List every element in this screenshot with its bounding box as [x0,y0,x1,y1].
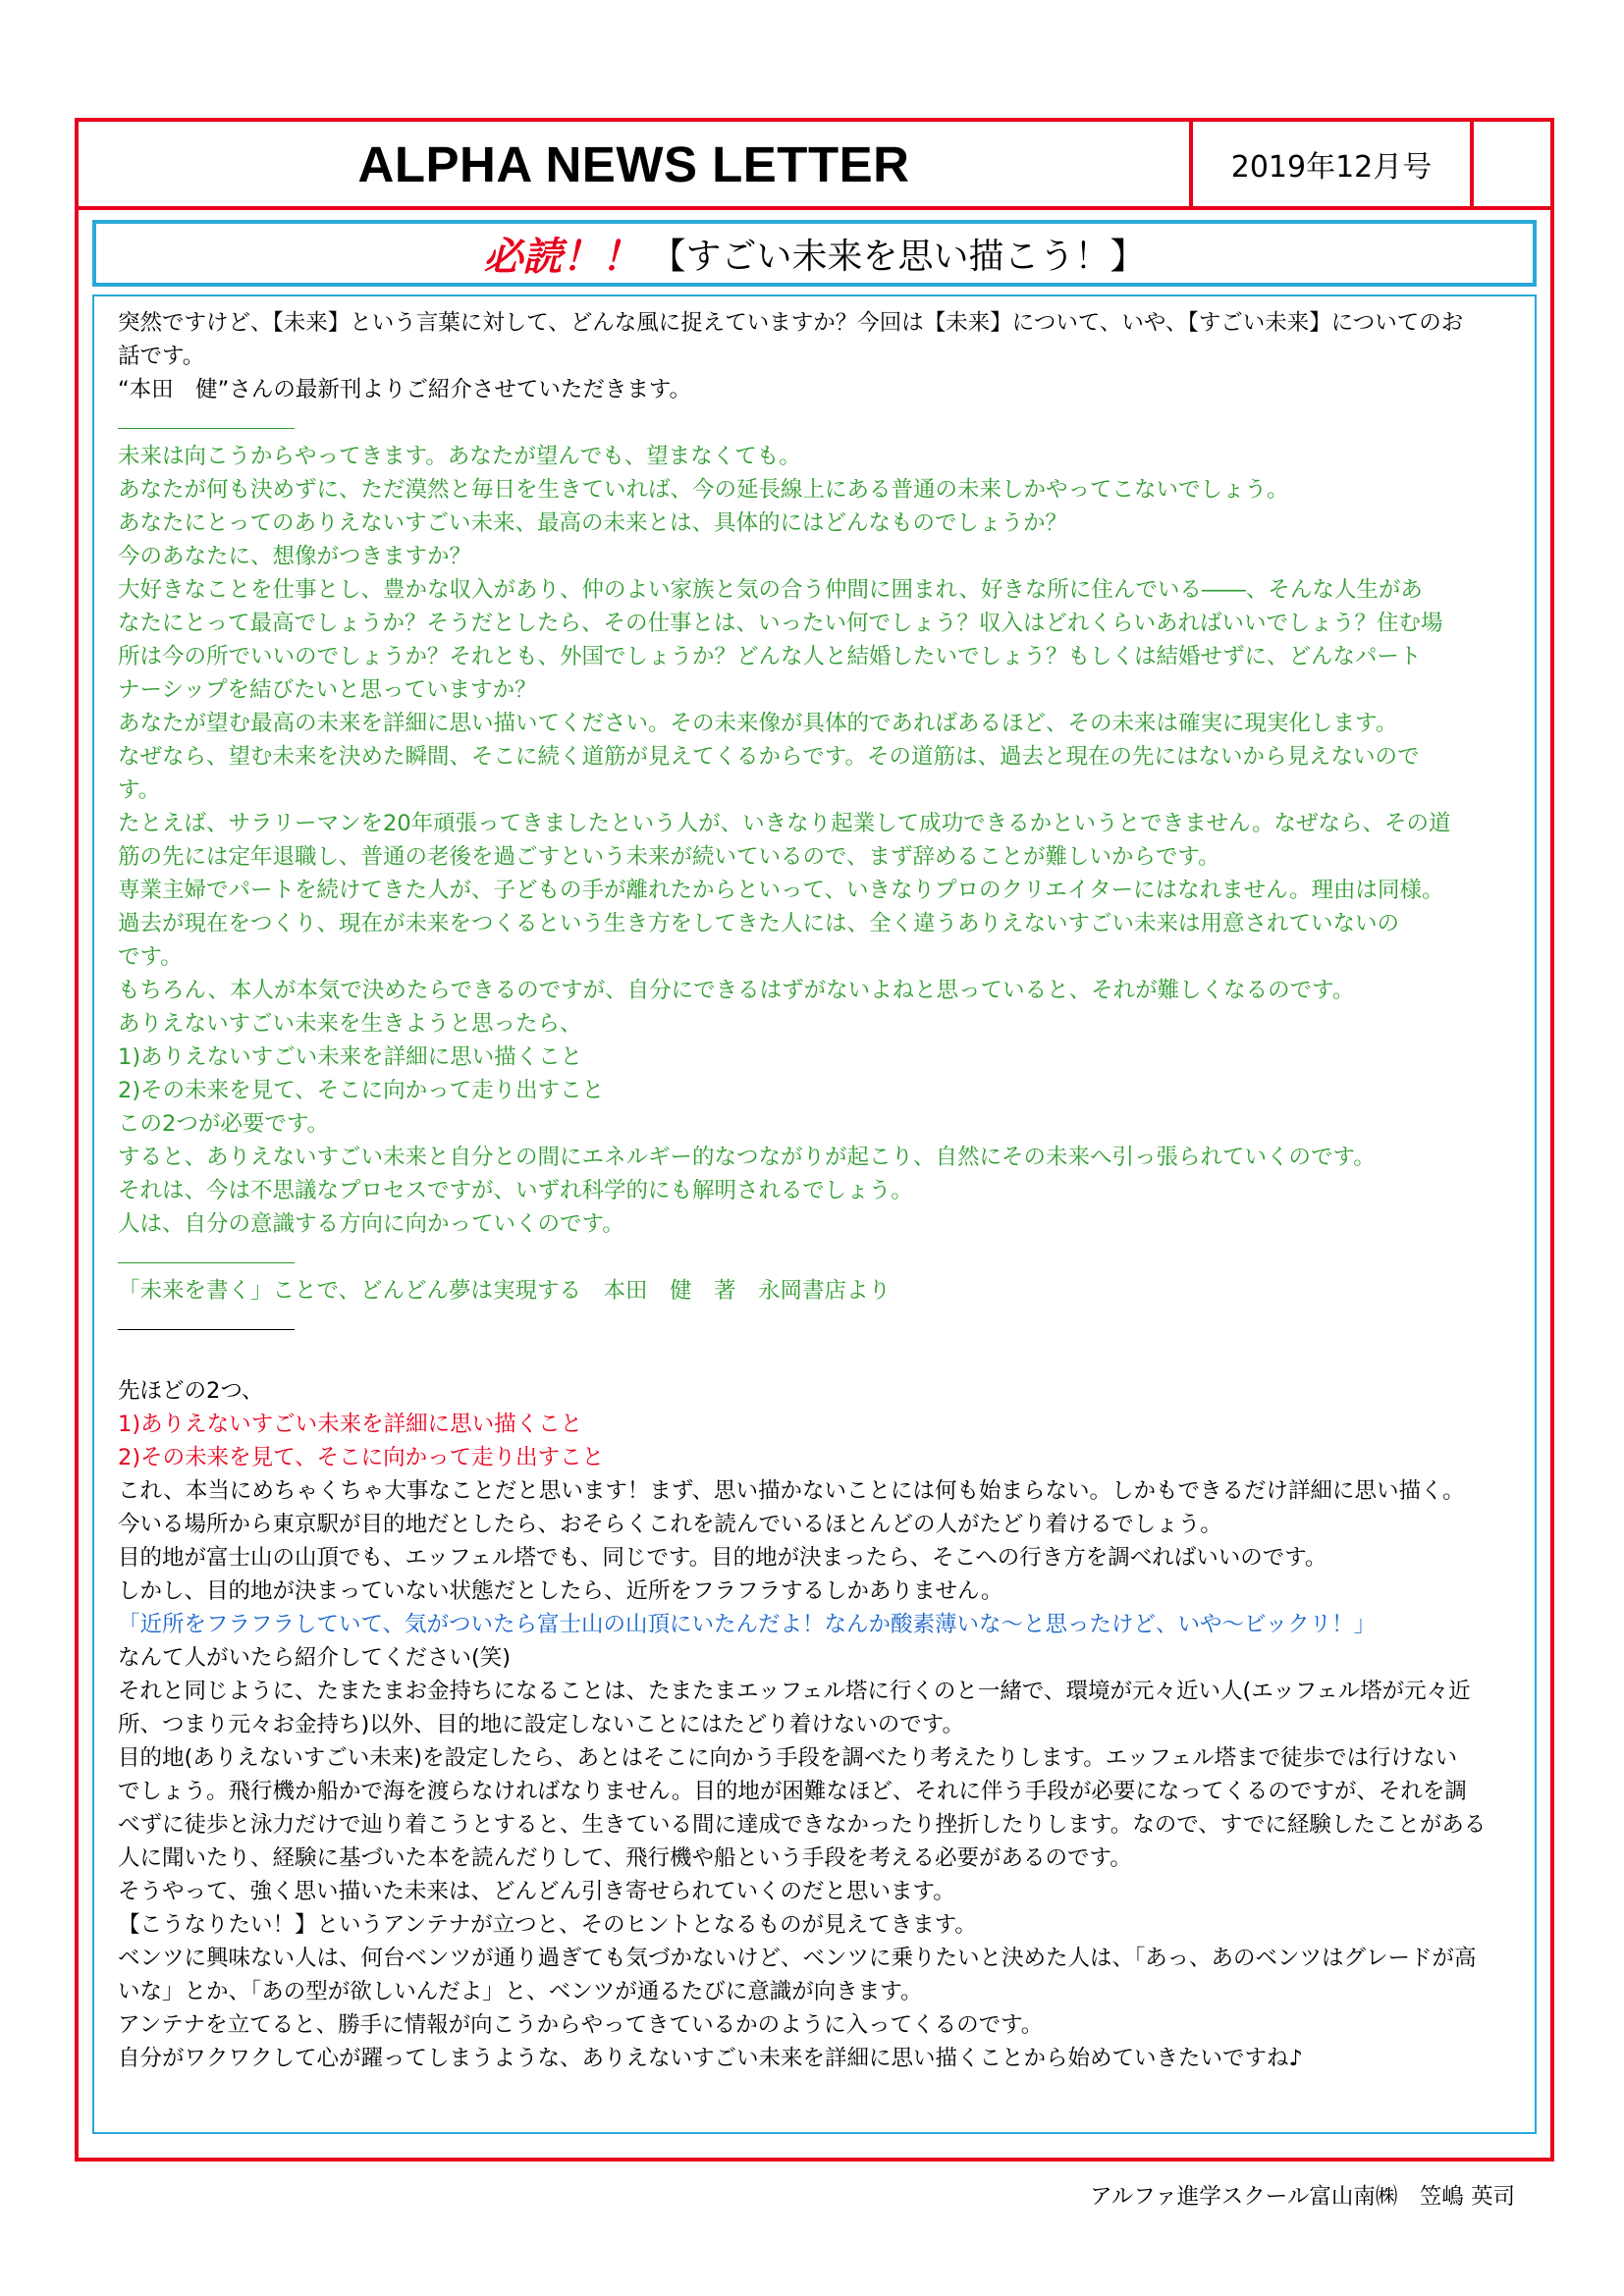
blue-quote: 「近所をフラフラしていて、気がついたら富士山の山頂にいたんだよ！なんか酸素薄いな～と思ったけど、いや～ビックリ！」 [118,1612,1377,1637]
comment-a-line: 今いる場所から東京駅が目的地だとしたら、おそらくこれを読んでいるほとんどの人がたどり着けるでしょう。 [118,1512,1222,1537]
comment-a-line: これ、本当にめちゃくちゃ大事なことだと思います！まず、思い描かないことには何も始まらない。しかもできるだけ詳細に思い描く。 [118,1478,1465,1504]
comment-a-line: 目的地が富士山の山頂でも、エッフェル塔でも、同じです。目的地が決まったら、そこへの行き方を調べればいいのです。 [118,1545,1327,1571]
comment-intro: 先ほどの2つ、 [118,1378,264,1404]
quote-line: すると、ありえないすごい未来と自分との間にエネルギー的なつながりが起こり、自然にその未来へ引っ張られていくのです。 [118,1145,1376,1170]
source-citation: 「未来を書く」ことで、どんどん夢は実現する 本田 健 著 永岡書店より [118,1278,892,1304]
comment-a-line: しかし、目的地が決まっていない状態だとしたら、近所をフラフラするしかありません。 [118,1578,1003,1604]
comment-b-line: 人に聞いたり、経験に基づいた本を読んだりして、飛行機や船という手段を考える必要があるのです。 [118,1845,1132,1871]
header-empty-cell [1474,122,1550,206]
quote-line: この2つが必要です。 [118,1111,330,1137]
comment-section-b [118,1641,1528,2075]
must-read-label: 必読！！ [483,234,641,280]
quote-line: ナーシップを結びたいと思っていますか？ [118,677,537,703]
quote-line: 過去が現在をつくり、現在が未来をつくるという生き方をしてきた人には、全く違うありえないすごい未来は用意されていないの [118,911,1400,936]
comment-b-line: べずに徒歩と泳力だけで辿り着こうとすると、生きている間に達成できなかったり挫折したりします。なので、すでに経験したことがある [118,1812,1487,1838]
comment-b-line: アンテナを立てると、勝手に情報が向こうからやってきているかのように入ってくるのです。 [118,2012,1044,2038]
article-body [118,306,1528,2075]
divider [118,1308,1528,1341]
book-quote-section [118,440,1528,1241]
points-line: 2)その未来を見て、そこに向かって走り出すこと [118,1445,605,1470]
quote-line: 人は、自分の意識する方向に向かっていくのです。 [118,1211,624,1237]
comment-b-line: そうやって、強く思い描いた未来は、どんどん引き寄せられていくのだと思います。 [118,1879,955,1904]
signature: アルファ進学スクール富山南㈱ 笠嶋 英司 [1090,2184,1515,2210]
divider [118,406,1528,440]
comment-section-a [118,1474,1528,1608]
quote-line: もちろん、本人が本気で決めたらできるのですが、自分にできるはずがないよねと思っていると、それが難しくなるのです。 [118,978,1355,1003]
comment-b-line: でしょう。飛行機か船かで海を渡らなければなりません。目的地が困難なほど、それに伴う手段が必要になってくるのですが、それを調 [118,1779,1467,1804]
comment-b-line: それと同じように、たまたまお金持ちになることは、たまたまエッフェル塔に行くのと一緒で、環境が元々近い人(エッフェル塔が元々近 [118,1679,1471,1704]
quote-line: あなたにとってのありえないすごい未来、最高の未来とは、具体的にはどんなものでしょうか？ [118,510,1068,536]
quote-line: 未来は向こうからやってきます。あなたが望んでも、望まなくても。 [118,444,801,469]
points-line: 1)ありえないすごい未来を詳細に思い描くこと [118,1412,583,1437]
quote-line: 今のあなたに、想像がつきますか？ [118,544,472,569]
intro-line: “本田 健”さんの最新刊よりご紹介させていただきます。 [118,377,692,402]
issue-date: 2019年12月号 [1193,122,1474,206]
quote-line: なぜなら、望む未来を決めた瞬間、そこに続く道筋が見えてくるからです。その道筋は、過去と現在の先にはないから見えないので [118,744,1420,770]
comment-b-line: なんて人がいたら紹介してください(笑) [118,1645,512,1671]
quote-line: 筋の先には定年退職し、普通の老後を過ごすという未来が続いているので、まず辞めることが難しいからです。 [118,844,1220,870]
quote-line: 大好きなことを仕事とし、豊かな収入があり、仲のよい家族と気の合う仲間に囲まれ、好きな所に住んでいる――、そんな人生があ [118,577,1423,603]
divider [118,1241,1528,1274]
quote-line: 2)その未来を見て、そこに向かって走り出すこと [118,1078,605,1103]
headline-box [92,220,1537,287]
quote-line: す。 [118,777,161,803]
quote-line: なたにとって最高でしょうか？そうだとしたら、その仕事とは、いったい何でしょう？収入はどれくらいあればいいでしょう？住む場 [118,611,1443,636]
quote-line: あなたが何も決めずに、ただ漠然と毎日を生きていれば、今の延長線上にある普通の未来しかやってこないでしょう。 [118,477,1289,503]
quote-line: それは、今は不思議なプロセスですが、いずれ科学的にも解明されるでしょう。 [118,1178,913,1203]
headline-title: 【すごい未来を思い描こう！】 [650,236,1146,277]
quote-line: 専業主婦でパートを続けてきた人が、子どもの手が離れたからといって、いきなりプロのクリエイターにはなれません。理由は同様。 [118,878,1444,903]
quote-line: ありえないすごい未来を生きようと思ったら、 [118,1011,582,1037]
comment-b-line: 自分がワクワクして心が躍ってしまうような、ありえないすごい未来を詳細に思い描くことから始めていきたいですね♪ [118,2046,1303,2071]
quote-line: 所は今の所でいいのでしょうか？それとも、外国でしょうか？どんな人と結婚したいでしょう？もしくは結婚せずに、どんなパート [118,644,1422,669]
quote-line: 1)ありえないすごい未来を詳細に思い描くこと [118,1044,583,1070]
comment-b-line: ベンツに興味ない人は、何台ベンツが通り過ぎても気づかないけど、ベンツに乗りたいと決めた人は、「あっ、あのベンツはグレードが高 [118,1946,1477,1971]
comment-b-line: 目的地(ありえないすごい未来)を設定したら、あとはそこに向かう手段を調べたり考えたりします。エッフェル塔まで徒歩では行けない [118,1745,1458,1771]
quote-line: あなたが望む最高の未来を詳細に思い描いてください。その未来像が具体的であればあるほど、その未来は確実に現実化します。 [118,711,1398,736]
comment-b-line: いな」とか、「あの型が欲しいんだよ」と、ベンツが通るたびに意識が向きます。 [118,1979,923,2004]
newsletter-title: ALPHA NEWS LETTER [79,122,1193,206]
quote-line: たとえば、サラリーマンを20年頑張ってきましたという人が、いきなり起業して成功できるかというとできません。なぜなら、その道 [118,811,1451,836]
intro-line: 話です。 [118,344,205,369]
newsletter-frame [75,118,1554,2210]
header-row [79,122,1550,210]
intro-line: 突然ですけど、【未来】という言葉に対して、どんな風に捉えていますか？今回は【未来】について、いや、【すごい未来】についてのお [118,310,1464,336]
quote-line: です。 [118,944,183,970]
spacer [118,1341,1528,1374]
intro-section [118,306,1528,406]
article-box [92,294,1537,2210]
comment-b-line: 所、つまり元々お金持ち)以外、目的地に設定しないことにはたどり着けないのです。 [118,1712,964,1737]
comment-b-line: 【こうなりたい！】というアンテナが立つと、そのヒントとなるものが見えてきます。 [118,1912,977,1938]
key-points [118,1408,1528,1474]
